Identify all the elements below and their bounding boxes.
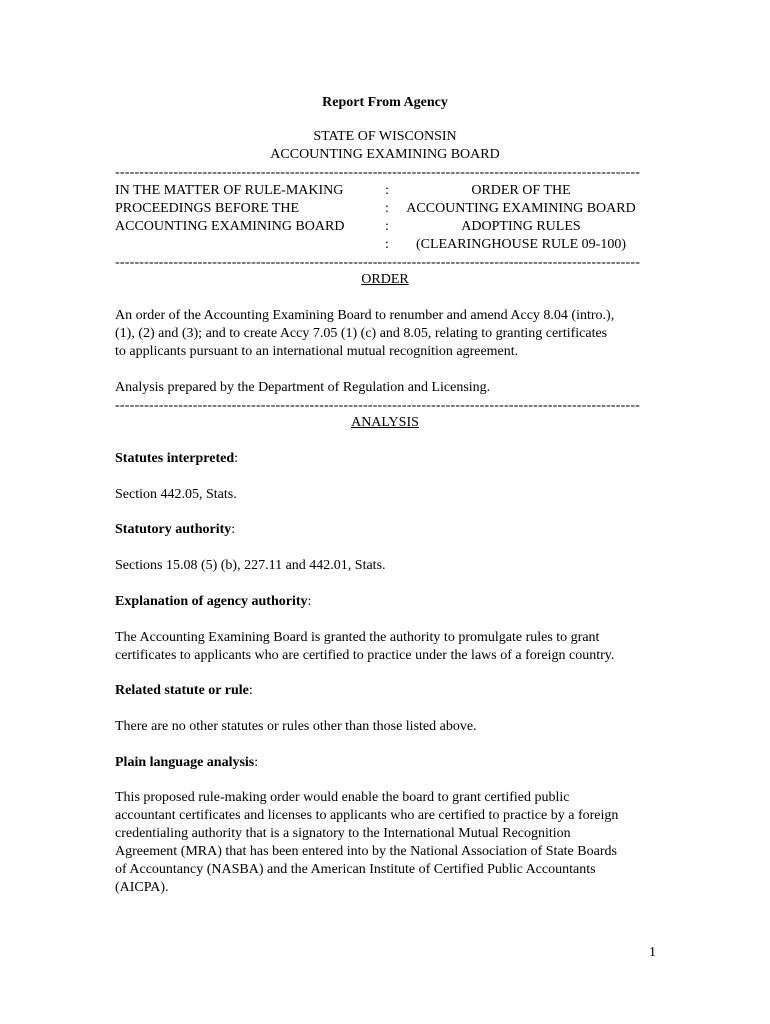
section-text-line: certificates to applicants who are certified to practice under the laws of a foreign country. [115,648,615,663]
order-heading: ORDER [361,272,409,287]
section-heading [115,450,238,468]
matter-colon: : [385,237,389,252]
section-heading [115,754,258,772]
section-heading-label: Plain language analysis [115,755,255,770]
section-text-line: Section 442.05, Stats. [115,487,237,502]
report-title: Report From Agency [322,95,448,110]
matter-right-line: ADOPTING RULES [461,219,581,234]
section-text-line: of Accountancy (NASBA) and the American Institute of Certified Public Accountants [115,862,596,877]
section-heading-colon: : [234,451,238,466]
section-text-line: credentialing authority that is a signatory to the International Mutual Recognition [115,826,571,841]
section-heading-label: Statutory authority [115,522,232,537]
divider-line: ------------------------------------------------------------------------------------------------------------ [115,165,641,180]
divider-line: ------------------------------------------------------------------------------------------------------------ [115,255,641,270]
section-text-line: This proposed rule-making order would enable the board to grant certified public [115,790,570,805]
matter-right-line: (CLEARINGHOUSE RULE 09-100) [416,237,626,252]
section-heading-label: Statutes interpreted [115,451,235,466]
matter-colon: : [385,201,389,216]
divider-line: ------------------------------------------------------------------------------------------------------------ [115,398,641,413]
matter-colon: : [385,219,389,234]
matter-right-line: ACCOUNTING EXAMINING BOARD [406,201,636,216]
analysis-heading: ANALYSIS [351,415,419,430]
section-text-line: The Accounting Examining Board is granted the authority to promulgate rules to grant [115,630,600,645]
section-heading [115,593,311,611]
state-heading: STATE OF WISCONSIN [313,129,457,144]
matter-left-line: ACCOUNTING EXAMINING BOARD [115,219,345,234]
matter-colon: : [385,183,389,198]
order-text-line: to applicants pursuant to an international mutual recognition agreement. [115,344,519,359]
section-text-line: (AICPA). [115,880,169,895]
section-heading [115,682,253,700]
section-heading [115,521,235,539]
section-text-line: Sections 15.08 (5) (b), 227.11 and 442.01, Stats. [115,558,386,573]
matter-left-line: PROCEEDINGS BEFORE THE [115,201,300,216]
section-heading-label: Explanation of agency authority [115,594,308,609]
page-number: 1 [649,945,656,960]
order-text-line: (1), (2) and (3); and to create Accy 7.05 (1) (c) and 8.05, relating to granting certificates [115,326,608,341]
section-text-line: Agreement (MRA) that has been entered into by the National Association of State Boards [115,844,617,859]
section-heading-colon: : [307,594,312,609]
matter-left-line: IN THE MATTER OF RULE-MAKING [115,183,344,198]
section-text-line: There are no other statutes or rules other than those listed above. [115,719,477,734]
analysis-prepared-text: Analysis prepared by the Department of Regulation and Licensing. [115,380,491,395]
section-heading-colon: : [254,755,259,770]
board-heading: ACCOUNTING EXAMINING BOARD [270,147,500,162]
section-heading-colon: : [248,683,253,698]
section-heading-label: Related statute or rule [115,683,249,698]
order-text-line: An order of the Accounting Examining Board to renumber and amend Accy 8.04 (intro.), [115,308,615,323]
matter-right-line: ORDER OF THE [471,183,571,198]
section-text-line: accountant certificates and licenses to applicants who are certified to practice by a foreign [115,808,619,823]
section-heading-colon: : [231,522,236,537]
